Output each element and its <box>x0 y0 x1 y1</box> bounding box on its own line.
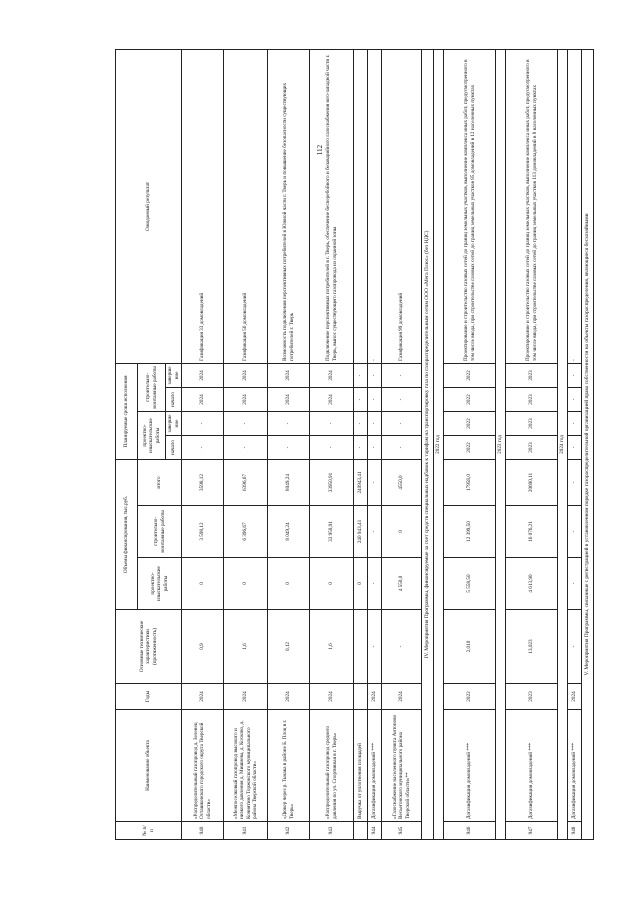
table-row <box>382 49 422 839</box>
row-name: Догазификация домовладений *** <box>368 710 382 822</box>
header-indicator: Основные технические характеристики (протяженность) <box>116 610 182 684</box>
row-construction-start: 2024 <box>182 388 224 412</box>
row-construction-start: - <box>354 388 368 412</box>
row-design-cost: 0 <box>182 558 224 610</box>
row-construction-cost: 3 598,12 <box>182 506 224 558</box>
row-construction-start: - <box>382 388 422 412</box>
row-construction-cost: 0 <box>382 506 422 558</box>
row-design-end: - <box>310 412 354 436</box>
row-total: 6396,67 <box>224 460 268 506</box>
header-design-dates: проектно-изыскательские работы <box>138 412 166 460</box>
row-name: Догазификация домовладений *** <box>506 710 558 822</box>
row-length: - <box>382 610 422 684</box>
header-total: итого <box>138 460 182 506</box>
row-design-end: - <box>182 412 224 436</box>
row-year: 2022 <box>444 684 496 710</box>
row-construction-cost: - <box>568 506 582 558</box>
row-design-start: - <box>268 436 310 460</box>
row-construction-start: 2023 <box>506 388 558 412</box>
row-construction-end: 2024 <box>310 363 354 387</box>
row-construction-end: - <box>382 363 422 387</box>
row-year: 2024 <box>568 684 582 710</box>
row-946 <box>444 49 496 839</box>
year-2022-label: 2022 год <box>434 49 444 839</box>
row-total: 240943,41 <box>354 460 368 506</box>
row-name: Догазификация домовладений *** <box>568 710 582 822</box>
row-design-start: - <box>182 436 224 460</box>
row-construction-cost: 16 076,21 <box>506 506 558 558</box>
row-design-cost: 0 <box>354 558 368 610</box>
header-deadlines: Планируемые сроки исполнения <box>116 363 138 459</box>
row-result <box>354 49 368 363</box>
row-design-start: - <box>224 436 268 460</box>
header-num: № п/п <box>116 822 182 840</box>
row-length: 1,6 <box>310 610 354 684</box>
year-2023-label: 2023 год <box>496 49 506 839</box>
row-num: 946 <box>444 822 496 840</box>
row-design-start: - <box>568 436 582 460</box>
table-row <box>444 49 496 839</box>
header-finance: Объемы финансирования, тыс.руб. <box>116 460 138 610</box>
row-947 <box>506 49 558 839</box>
table-row <box>310 49 354 839</box>
row-construction-end: 2023 <box>506 363 558 387</box>
main-rows <box>182 49 422 839</box>
header-construction: строительно-монтажные работы <box>138 506 182 558</box>
row-construction-start: 2024 <box>224 388 268 412</box>
header-years: Годы <box>116 684 182 710</box>
section-v-title: V. Мероприятия Программы, связанные с регистрацией в установленном порядке газораспределительной организацией права собственности на объекты газораспределения, являющиеся бесхозяйными <box>582 49 594 839</box>
row-total: - <box>368 460 382 506</box>
row-length: 13,023 <box>506 610 558 684</box>
row-name: «Распределительный газопровод среднего давления по ул. Спортивная в г. Тверь» <box>310 710 354 822</box>
row-num: 941 <box>224 822 268 840</box>
row-design-cost: - <box>568 558 582 610</box>
row-total: 3598,12 <box>182 460 224 506</box>
row-design-start: 2022 <box>444 436 496 460</box>
table-row <box>182 49 224 839</box>
row-design-end: - <box>368 412 382 436</box>
row-construction-end: 2024 <box>182 363 224 387</box>
row-result: Возможность подключения перспективных потребителей в Южной части г. Тверь и повышение безопасности существующих потребителей г. Тверь <box>268 49 310 363</box>
rotated-sheet <box>115 50 591 840</box>
row-design-end: - <box>568 412 582 436</box>
row-construction-cost: 12 399,50 <box>444 506 496 558</box>
row-construction-start: - <box>368 388 382 412</box>
header-design: проектно-изыскательские работы <box>138 558 182 610</box>
row-result: Газификация 33 домовладений <box>182 49 224 363</box>
row-total: 17958,0 <box>444 460 496 506</box>
header-start: начало <box>166 388 182 412</box>
row-construction-cost: - <box>368 506 382 558</box>
year-2024-label: 2024 год <box>558 49 568 839</box>
table-row <box>268 49 310 839</box>
row-construction-end: - <box>368 363 382 387</box>
row-construction-end: - <box>568 363 582 387</box>
row-name: «Дюкер через р. Тьмака в районе Б. Плоц в г. Тверь» <box>268 710 310 822</box>
row-length: - <box>368 610 382 684</box>
row-design-start: - <box>310 436 354 460</box>
row-construction-cost: 8 049,24 <box>268 506 310 558</box>
row-construction-cost: 6 396,67 <box>224 506 268 558</box>
row-name: «Межпоселковый газопровод высокого и низкого давления д. Мишнева, д. Косково, д. Кочнятино Торжокского муниципального района Тверской области» <box>224 710 268 822</box>
section-iv-title: IV. Мероприятия Программы, финансируемые за счет средств специальных надбавок к тарифам на транспортировку газа по газораспределительным сетям ООО «Мега Плюс» (без НДС) <box>422 49 434 839</box>
row-construction-end: 2022 <box>444 363 496 387</box>
row-length: - <box>568 610 582 684</box>
row-design-cost: 5 558,50 <box>444 558 496 610</box>
row-result: - <box>568 49 582 363</box>
row-construction-start: 2024 <box>268 388 310 412</box>
row-num: 945 <box>382 822 422 840</box>
row-total: - <box>568 460 582 506</box>
row-design-end: - <box>354 412 368 436</box>
header-end: завершение <box>166 412 182 436</box>
header-start: начало <box>166 436 182 460</box>
row-design-start: - <box>382 436 422 460</box>
row-design-end: - <box>382 412 422 436</box>
row-num: 940 <box>182 822 224 840</box>
rotated-table-frame <box>115 50 591 840</box>
page-number: 112 <box>316 144 324 156</box>
row-year: 2024 <box>310 684 354 710</box>
row-design-cost: 4 613,90 <box>506 558 558 610</box>
header-name: Наименование объекта <box>116 710 182 822</box>
row-total: 20690,11 <box>506 460 558 506</box>
row-design-end: 2022 <box>444 412 496 436</box>
row-design-end: - <box>224 412 268 436</box>
row-948 <box>568 49 582 839</box>
row-result: Подключение перспективных потребителей в г. Тверь, обеспечение бесперебойного и безаварийного газоснабжения юго-западной части г. Тверь, вынос существующего газопровода из охранной зоны <box>310 49 354 363</box>
row-length: 1,6 <box>224 610 268 684</box>
row-result: - <box>368 49 382 363</box>
row-name: Догазификация домовладений *** <box>444 710 496 822</box>
row-year: 2024 <box>224 684 268 710</box>
row-num: 948 <box>568 822 582 840</box>
table-row <box>506 49 558 839</box>
row-design-end: 2023 <box>506 412 558 436</box>
row-year: 2024 <box>382 684 422 710</box>
row-design-cost: 0 <box>310 558 354 610</box>
row-design-cost: 4 550,0 <box>382 558 422 610</box>
row-result: Проектирование и строительство газовых сетей до границ земельных участков, выполнение комплекса иных работ, предусмотренного в том числе ввода, при строительстве газовых сетей до границ земельных участков 113 домовладений в 8 населенных пунктах <box>506 49 558 363</box>
row-construction-end: - <box>354 363 368 387</box>
row-length <box>354 610 368 684</box>
row-design-cost: 0 <box>268 558 310 610</box>
row-result: Газификация 56 домовладений <box>224 49 268 363</box>
row-design-start: - <box>354 436 368 460</box>
row-construction-start: - <box>568 388 582 412</box>
row-construction-start: 2022 <box>444 388 496 412</box>
row-design-cost: 0 <box>224 558 268 610</box>
row-year <box>354 684 368 710</box>
table-row <box>568 49 582 839</box>
row-result: Проектирование и строительство газовых сетей до границ земельных участков, выполнение комплекса иных работ, предусмотренного в том числе ввода, при строительстве газовых сетей до границ земельных участков 85 домовладений в 12 населенных пунктах <box>444 49 496 363</box>
row-year: 2024 <box>268 684 310 710</box>
row-total: 33950,91 <box>310 460 354 506</box>
row-construction-end: 2024 <box>224 363 268 387</box>
program-table <box>115 49 594 840</box>
row-num <box>354 822 368 840</box>
row-construction-cost: 240 943,41 <box>354 506 368 558</box>
header-construction-dates: строительно-монтажные работы <box>138 363 166 411</box>
row-construction-cost: 33 950,91 <box>310 506 354 558</box>
row-num: 944 <box>368 822 382 840</box>
row-total: 4550,0 <box>382 460 422 506</box>
row-result: Газификация 99 домовладений <box>382 49 422 363</box>
row-design-start: - <box>368 436 382 460</box>
row-year: 2024 <box>182 684 224 710</box>
row-design-start: 2023 <box>506 436 558 460</box>
row-construction-end: 2024 <box>268 363 310 387</box>
row-year: 2023 <box>506 684 558 710</box>
row-length: 0,9 <box>182 610 224 684</box>
row-num: 942 <box>268 822 310 840</box>
row-construction-start: 2024 <box>310 388 354 412</box>
row-design-end: - <box>268 412 310 436</box>
row-name: «Распределительный газопровод д. Зеленец Осташковского городского округа Тверской области» <box>182 710 224 822</box>
row-num: 943 <box>310 822 354 840</box>
row-length: 0,12 <box>268 610 310 684</box>
header-end: завершение <box>166 363 182 387</box>
row-year: 2024 <box>368 684 382 710</box>
header-result: Ожидаемый результат <box>116 49 182 363</box>
table-row <box>368 49 382 839</box>
table-row <box>224 49 268 839</box>
row-design-cost: - <box>368 558 382 610</box>
row-name: «Газоснабжение населенного пункта Антоново Весьегонского муниципального района Тверской области»** <box>382 710 422 822</box>
row-length: 2,010 <box>444 610 496 684</box>
row-total: 8049,24 <box>268 460 310 506</box>
table-row <box>354 49 368 839</box>
row-num: 947 <box>506 822 558 840</box>
row-name: Выручка от уплотнения площадей <box>354 710 368 822</box>
